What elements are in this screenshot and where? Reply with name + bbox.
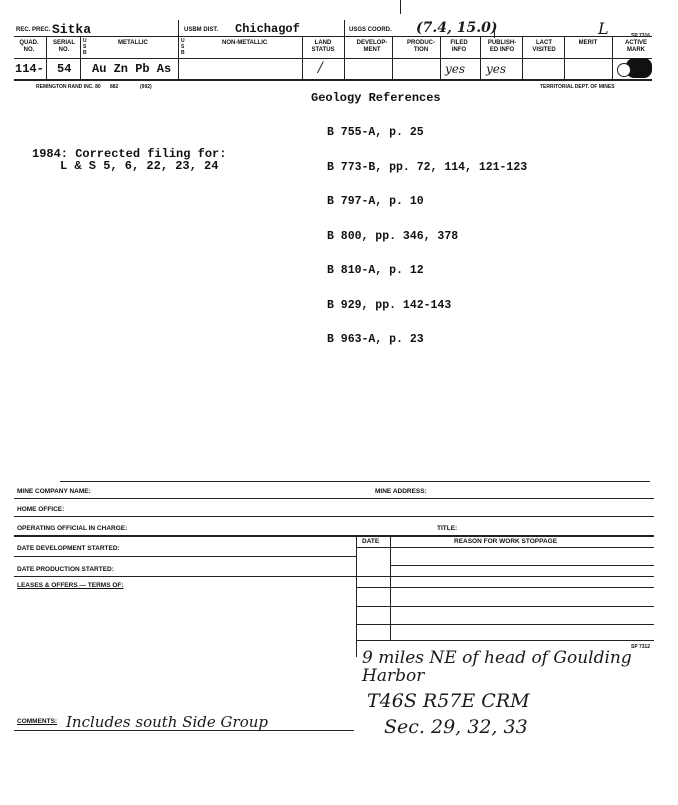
active-mark-circle (617, 63, 631, 77)
rec-prec-label: REC. PREC. (16, 27, 51, 33)
usgs-coord-label: USGS COORD. (349, 27, 392, 33)
references-title: Geology References (311, 91, 441, 105)
date-column-header: DATE (362, 538, 380, 545)
serial-no-value: 54 (57, 62, 72, 76)
reference-item: B 755-A, p. 25 (327, 126, 424, 139)
filed-info-value: yes (445, 62, 466, 76)
col-filed-info: FILED INFO (450, 40, 468, 53)
bottom-form-code: SP 7312 (631, 644, 651, 650)
printer-code1: 882 (110, 84, 119, 90)
col-serial-no: SERIAL NO. (52, 40, 75, 53)
home-office-label: HOME OFFICE: (17, 506, 65, 513)
mine-company-name-label: MINE COMPANY NAME: (17, 488, 91, 495)
date-production-started-label: DATE PRODUCTION STARTED: (17, 566, 114, 573)
location-line4: Sec. 29, 32, 33 (384, 716, 528, 738)
col-last-visited: LACT VISITED (532, 40, 556, 53)
col-development: DEVELOP- MENT (356, 40, 388, 53)
rec-prec-value: Sitka (52, 22, 92, 37)
reference-item: B 773-B, pp. 72, 114, 121-123 (327, 160, 528, 174)
location-line3: T46S R57E CRM (367, 690, 530, 712)
usgs-coord-value: (7.4, 15.0) (416, 20, 498, 36)
reason-column-header: REASON FOR WORK STOPPAGE (454, 538, 558, 545)
correction-note-line2: L & S 5, 6, 22, 23, 24 (60, 159, 219, 173)
correction-note-line1: 1984: Corrected filing for: (32, 147, 227, 161)
col-published-info: PUBLISH- ED INFO (487, 40, 517, 53)
col-metallic: METALLIC (118, 40, 148, 46)
reference-item: B 797-A, p. 10 (327, 195, 424, 208)
date-development-started-label: DATE DEVELOPMENT STARTED: (17, 545, 120, 552)
corner-code: SP 7316 (631, 33, 651, 39)
leases-offers-label: LEASES & OFFERS — TERMS OF: (17, 582, 124, 589)
col-land-status: LAND STATUS (311, 40, 335, 53)
land-status-value: / (318, 60, 323, 76)
usbm-dist-value: Chichagof (235, 22, 300, 36)
location-line1: 9 miles NE of head of Goulding (362, 648, 632, 668)
reference-item: B 963-A, p. 23 (327, 333, 424, 346)
col-quad-no: QUAD. NO. (19, 40, 39, 53)
quad-no-value: 114- (15, 62, 44, 76)
printer-code2: (992) (140, 84, 152, 90)
reference-item: B 810-A, p. 12 (327, 264, 424, 277)
col-usb-right: U S B (181, 38, 185, 56)
col-usb-left: U S B (83, 38, 87, 56)
col-production: PRODUC- TION (407, 40, 435, 53)
corner-mark: L (598, 19, 609, 38)
territorial-dept: TERRITORIAL DEPT. OF MINES (540, 84, 615, 90)
reference-item: B 929, pp. 142-143 (327, 298, 452, 312)
comments-value: Includes south Side Group (66, 713, 269, 731)
title-label: TITLE: (437, 525, 458, 532)
metallic-value: Au Zn Pb As (92, 62, 172, 76)
published-info-value: yes (486, 62, 507, 76)
location-line2: Harbor (362, 666, 425, 686)
mine-address-label: MINE ADDRESS: (375, 488, 427, 495)
usbm-dist-label: USBM DIST. (184, 27, 219, 33)
operating-official-label: OPERATING OFFICIAL IN CHARGE: (17, 525, 128, 532)
col-active-mark: ACTIVE MARK (624, 40, 647, 53)
reference-list (327, 104, 527, 357)
comments-label: COMMENTS: (17, 718, 58, 725)
col-merit: MERIT (578, 40, 598, 46)
col-non-metallic: NON-METALLIC (222, 40, 268, 46)
reference-item: B 800, pp. 346, 378 (327, 229, 459, 243)
printer-line: REMINGTON RAND INC. 80 (36, 84, 101, 90)
